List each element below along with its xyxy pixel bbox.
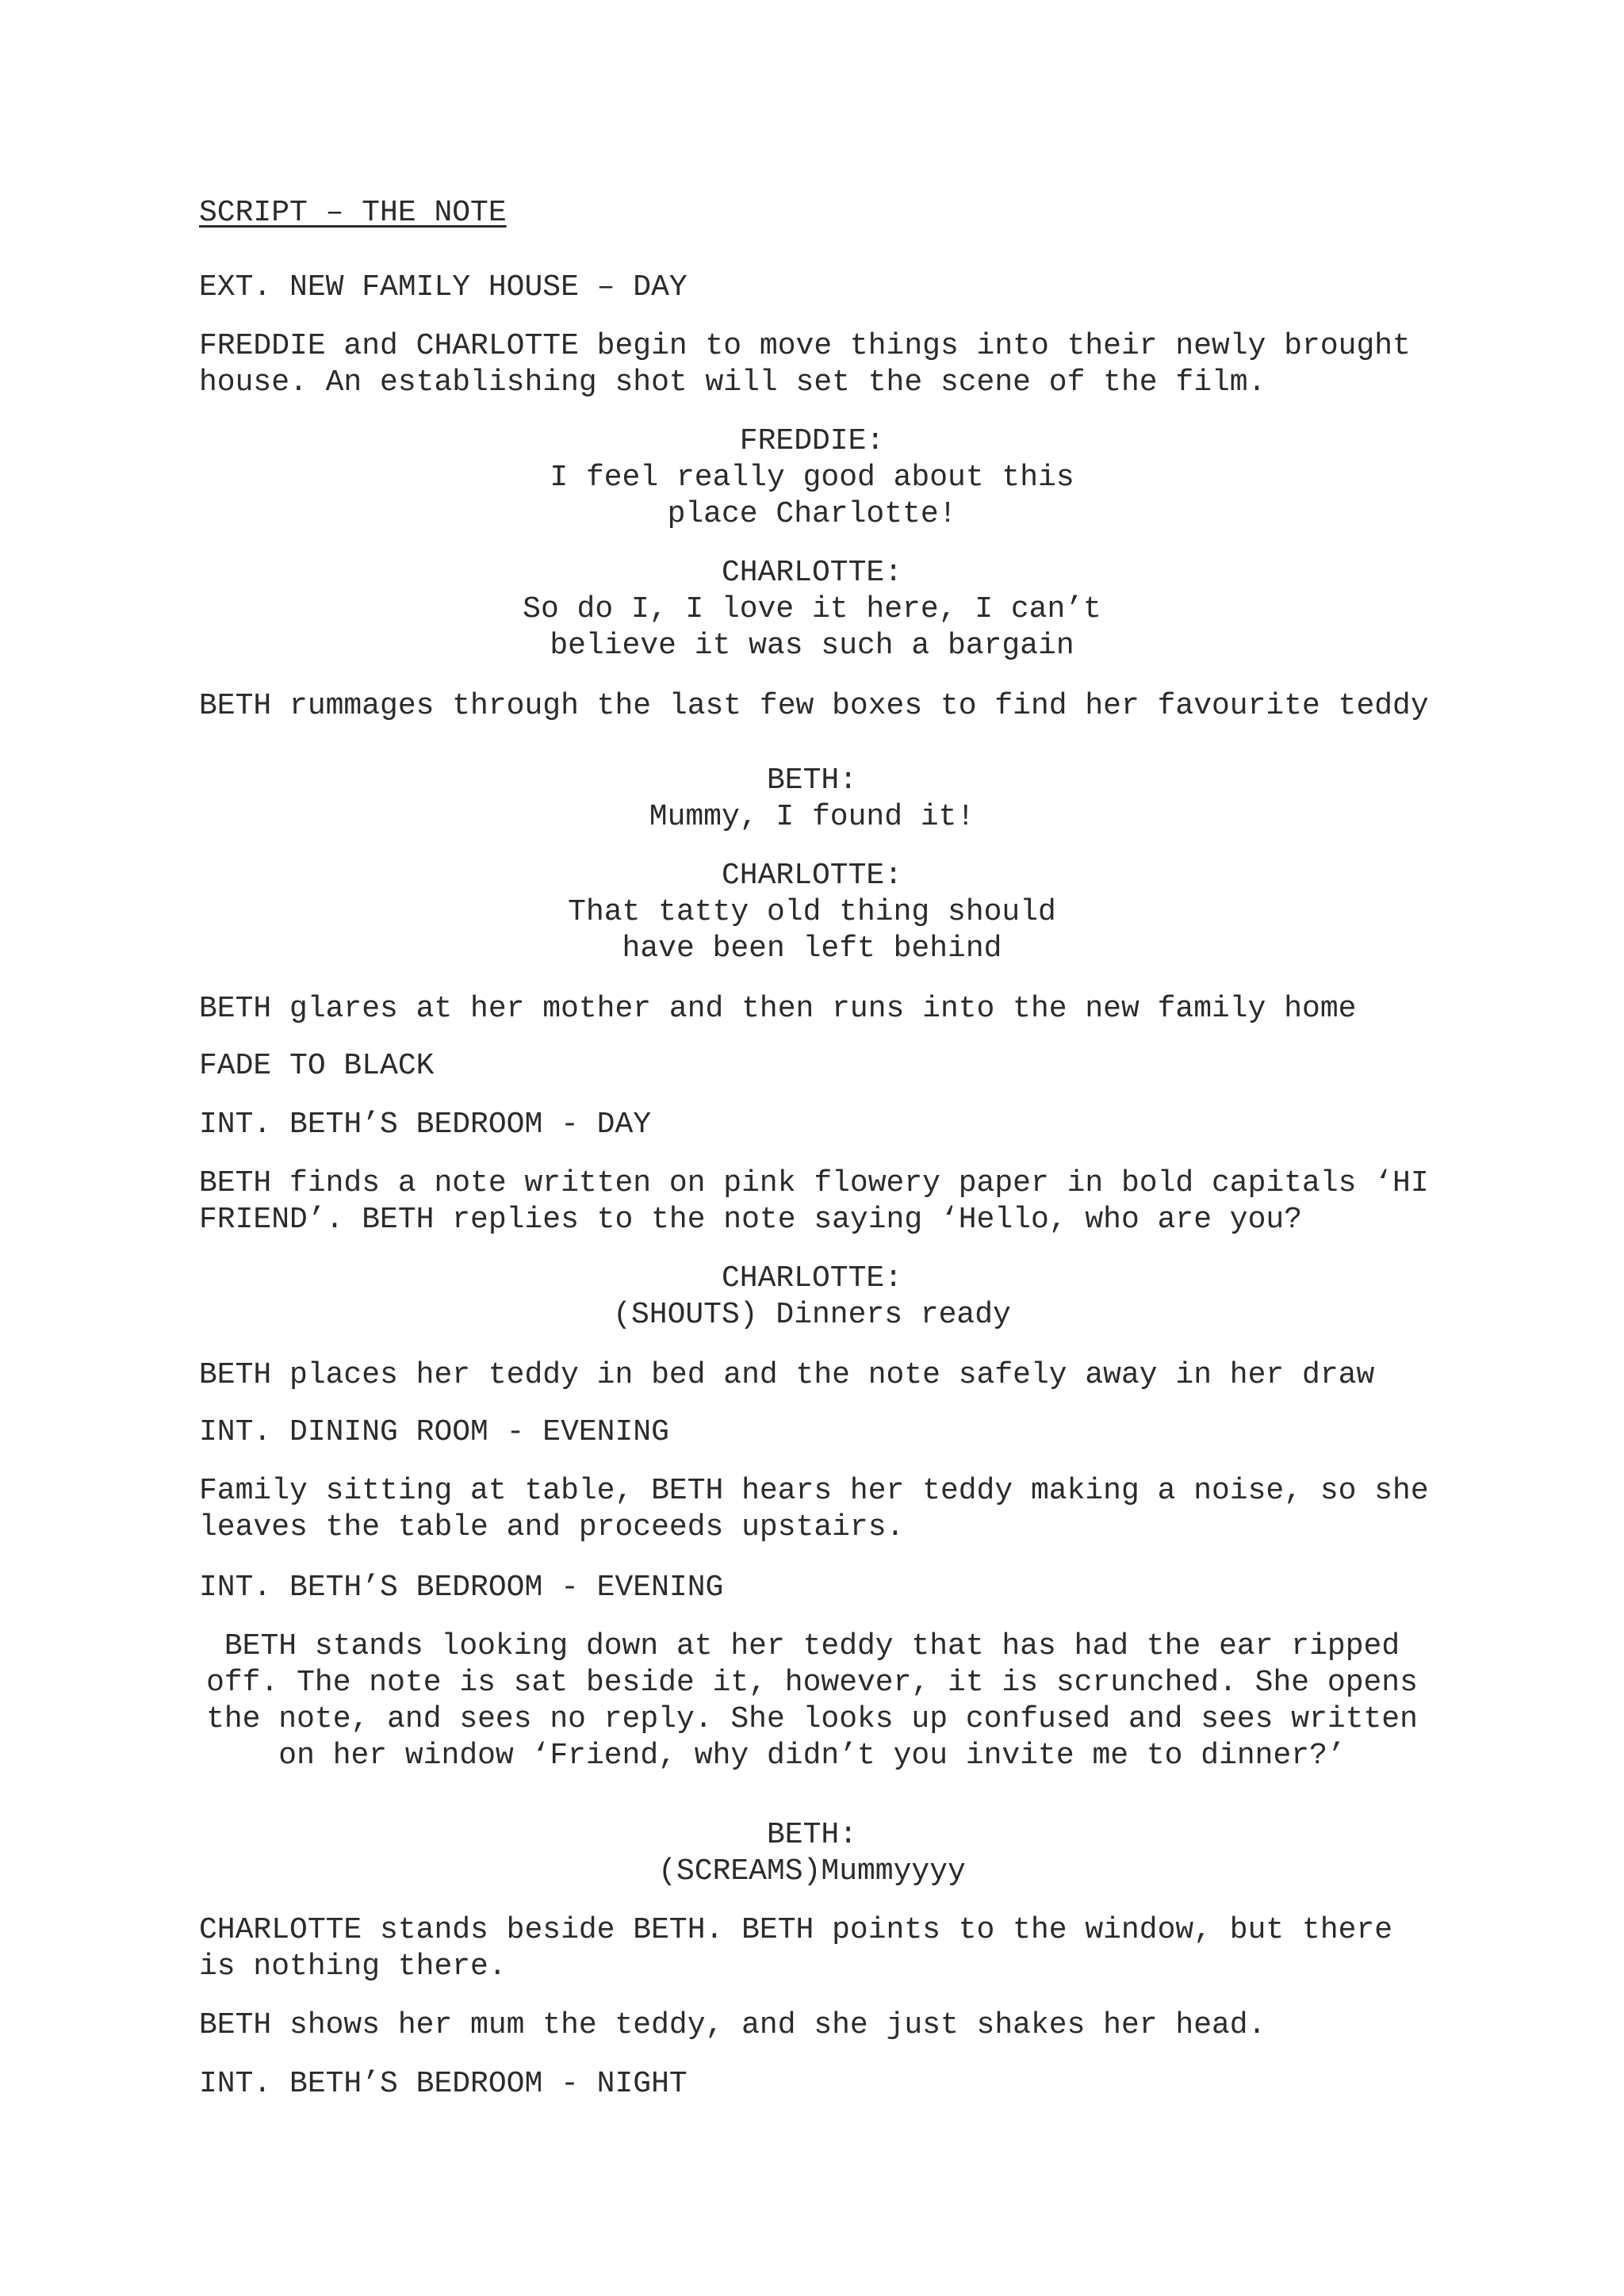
action-line: BETH glares at her mother and then runs into the new family home: [199, 992, 1357, 1026]
action-line: BETH shows her mum the teddy, and she just shakes her head.: [199, 2008, 1266, 2042]
action-line: the note, and sees no reply. She looks up confused and sees written: [206, 1702, 1418, 1736]
action-line: CHARLOTTE stands beside BETH. BETH points to the window, but there: [199, 1913, 1393, 1947]
dialogue-line: believe it was such a bargain: [550, 629, 1074, 663]
character-name: FREDDIE:: [739, 424, 885, 458]
action-line: house. An establishing shot will set the scene of the film.: [199, 365, 1266, 400]
dialogue-line: (SHOUTS) Dinners ready: [613, 1298, 1011, 1332]
scene-heading: INT. BETH’S BEDROOM - DAY: [199, 1108, 652, 1142]
character-name: CHARLOTTE:: [721, 1261, 903, 1295]
action-line: BETH stands looking down at her teddy that has had the ear ripped: [224, 1629, 1400, 1663]
dialogue-line: Mummy, I found it!: [649, 800, 975, 834]
character-name: BETH:: [766, 763, 858, 798]
scene-heading: EXT. NEW FAMILY HOUSE – DAY: [199, 270, 688, 304]
action-line: BETH finds a note written on pink flowery paper in bold capitals ‘HI: [199, 1166, 1429, 1200]
scene-heading: INT. DINING ROOM - EVENING: [199, 1415, 669, 1449]
character-name: CHARLOTTE:: [721, 859, 903, 893]
action-line: FRIEND’. BETH replies to the note saying ‘Hello, who are you?: [199, 1203, 1303, 1237]
script-title: SCRIPT – THE NOTE: [199, 196, 507, 230]
dialogue-line: So do I, I love it here, I can’t: [523, 592, 1101, 626]
dialogue-line: I feel really good about this: [550, 461, 1074, 495]
action-line: off. The note is sat beside it, however, it is scrunched. She opens: [206, 1666, 1418, 1700]
action-line: Family sitting at table, BETH hears her teddy making a noise, so she: [199, 1474, 1429, 1508]
dialogue-line: have been left behind: [622, 932, 1002, 966]
transition: FADE TO BLACK: [199, 1049, 435, 1083]
character-name: BETH:: [766, 1818, 858, 1852]
action-line: BETH places her teddy in bed and the note safely away in her draw: [199, 1358, 1375, 1392]
action-line: leaves the table and proceeds upstairs.: [199, 1510, 905, 1544]
action-line: is nothing there.: [199, 1950, 507, 1984]
dialogue-line: That tatty old thing should: [568, 895, 1056, 929]
scene-heading: INT. BETH’S BEDROOM - EVENING: [199, 1571, 724, 1605]
action-line: on her window ‘Friend, why didn’t you invite me to dinner?’: [278, 1739, 1346, 1773]
action-line: FREDDIE and CHARLOTTE begin to move things into their newly brought: [199, 329, 1411, 363]
action-line: BETH rummages through the last few boxes to find her favourite teddy: [199, 689, 1429, 723]
character-name: CHARLOTTE:: [721, 556, 903, 590]
dialogue-line: place Charlotte!: [667, 497, 957, 531]
scene-heading: INT. BETH’S BEDROOM - NIGHT: [199, 2067, 688, 2101]
dialogue-line: (SCREAMS)Mummyyyy: [658, 1854, 966, 1888]
